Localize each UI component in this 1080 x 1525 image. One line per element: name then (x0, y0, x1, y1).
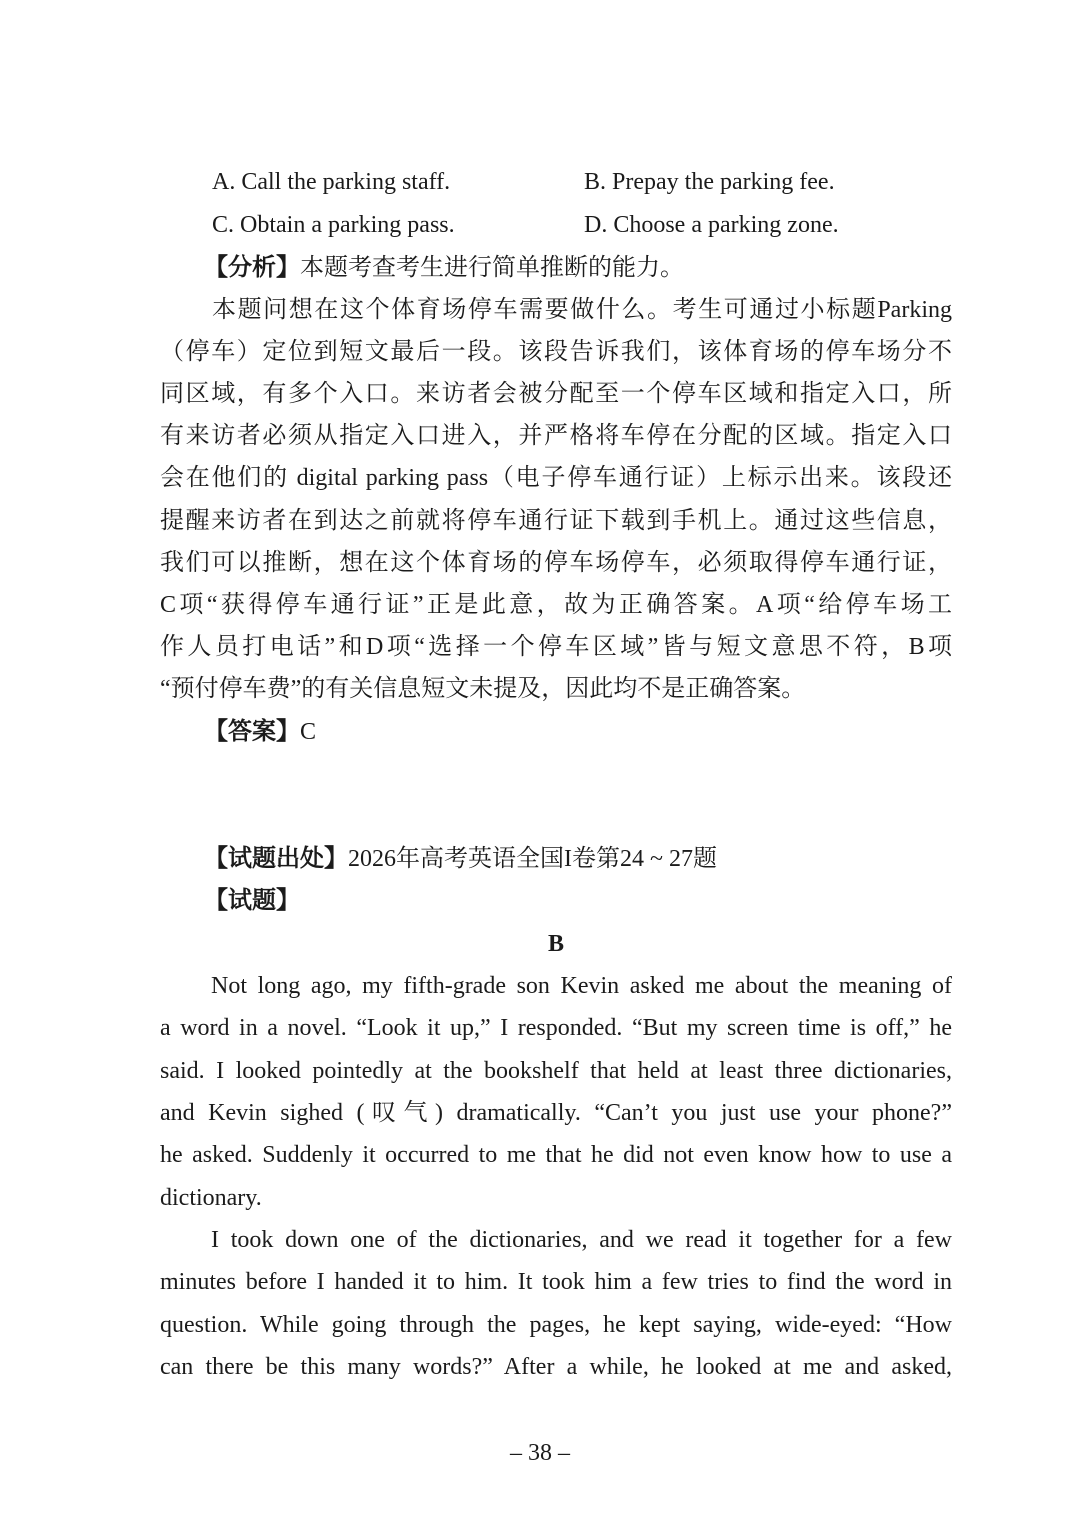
passage-line: I took down one of the dictionaries, and we read it together for a few (211, 1227, 952, 1253)
source-value: 2026年高考英语全国I卷第24 ~ 27题 (348, 846, 717, 872)
question-label: 【试题】 (204, 888, 300, 914)
analysis-line: 会在他们的 digital parking pass（电子停车通行证）上标示出来。该段还 (160, 465, 952, 491)
passage-line: can there be this many words?” After a while, he looked at me and asked, (160, 1354, 952, 1380)
analysis-line: 同区域，有多个入口。来访者会被分配至一个停车区域和指定入口，所 (160, 381, 952, 407)
passage-line: and Kevin sighed (叹气) dramatically. “Can’t you just use your phone?” (160, 1100, 952, 1126)
analysis-line: 我们可以推断，想在这个体育场的停车场停车，必须取得停车通行证， (160, 550, 952, 576)
option-c: C. Obtain a parking pass. (212, 212, 455, 238)
passage-line: minutes before I handed it to him. It took him a few tries to find the word in (160, 1269, 952, 1295)
passage-line: Not long ago, my fifth-grade son Kevin asked me about the meaning of (211, 973, 952, 999)
source-line (204, 844, 717, 874)
answer-label: 【答案】 (204, 719, 300, 745)
page-number: – 38 – (510, 1440, 570, 1466)
analysis-line: （停车）定位到短文最后一段。该段告诉我们，该体育场的停车场分不 (160, 339, 952, 365)
analysis-line: “预付停车费”的有关信息短文未提及，因此均不是正确答案。 (160, 676, 806, 702)
passage-line: question. While going through the pages, he kept saying, wide-eyed: “How (160, 1312, 952, 1338)
analysis-heading (204, 253, 684, 283)
passage-line: a word in a novel. “Look it up,” I responded. “But my screen time is off,” he (160, 1015, 952, 1041)
analysis-intro: 本题考查考生进行简单推断的能力。 (300, 255, 684, 281)
answer-value: C (300, 719, 317, 745)
source-label: 【试题出处】 (204, 846, 348, 872)
section-letter: B (547, 931, 564, 957)
analysis-line: 作人员打电话”和D项“选择一个停车区域”皆与短文意思不符，B项 (160, 634, 952, 660)
analysis-line: C项“获得停车通行证”正是此意，故为正确答案。A项“给停车场工 (160, 592, 952, 618)
analysis-line: 提醒来访者在到达之前就将停车通行证下载到手机上。通过这些信息， (160, 508, 952, 534)
analysis-label: 【分析】 (204, 255, 300, 281)
analysis-line: 有来访者必须从指定入口进入，并严格将车停在分配的区域。指定入口 (160, 423, 952, 449)
passage-line: dictionary. (160, 1185, 262, 1211)
passage-line: he asked. Suddenly it occurred to me that he did not even know how to use a (160, 1142, 952, 1168)
passage-line: said. I looked pointedly at the bookshelf that held at least three dictionaries, (160, 1058, 952, 1084)
option-d: D. Choose a parking zone. (584, 212, 839, 238)
analysis-line: 本题问想在这个体育场停车需要做什么。考生可通过小标题Parking (212, 297, 952, 323)
answer-line (204, 717, 316, 747)
option-a: A. Call the parking staff. (212, 169, 451, 195)
option-b: B. Prepay the parking fee. (584, 169, 835, 195)
